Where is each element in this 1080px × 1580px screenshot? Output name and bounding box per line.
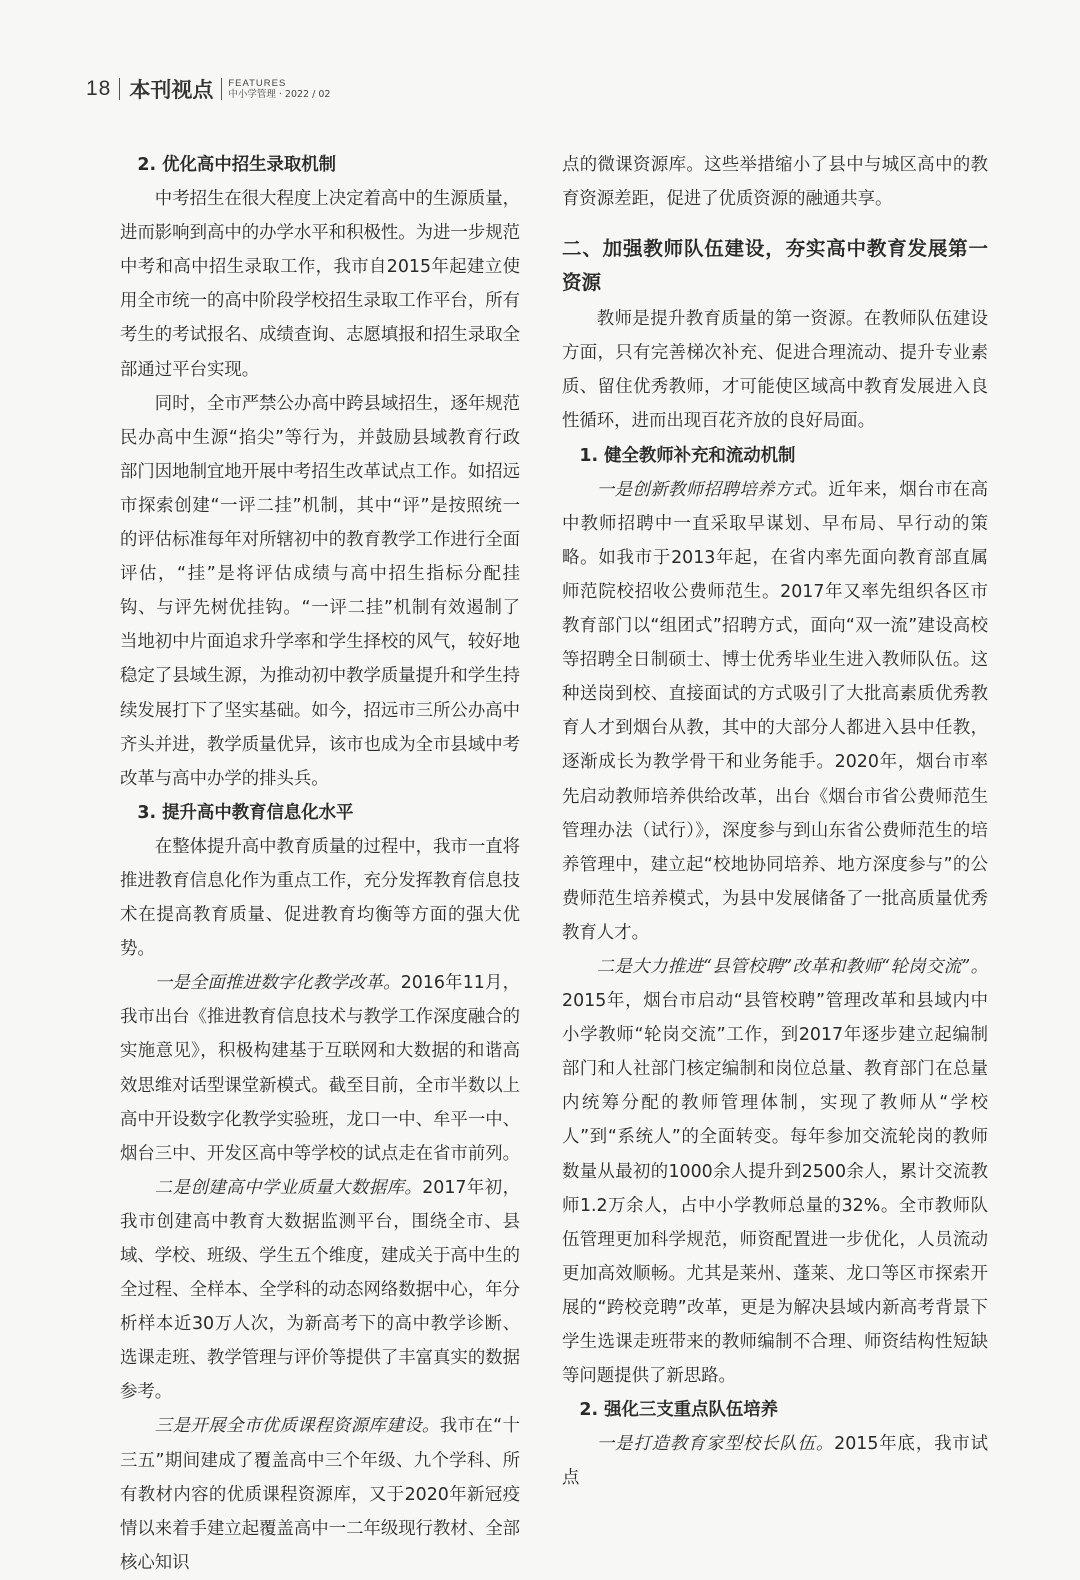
paragraph: 同时，全市严禁公办高中跨县域招生，逐年规范民办高中生源“掐尖”等行为，并鼓励县域教育行政部门因地制宜地开展中考招生改革试点工作。如招远市探索创建“一评二挂”机制，其中“评”是按照统一的评估标准每年对所辖初中的教育教学工作进行全面评估，“挂”是将评估成绩与高中招生指标分配挂钩、与评先树优挂钩。“一评二挂”机制有效遏制了当地初中片面追求升学率和学生择校的风气，较好地稳定了县域生源，为推动初中教学质量提升和学生持续发展打下了坚实基础。如今，招远市三所公办高中齐头并进，教学质量优异，该市也成为全市县域中考改革与高中办学的排头兵。: [120, 393, 521, 789]
paragraph-lead: 一是打造教育家型校长队伍。: [596, 1434, 835, 1455]
page-header: [86, 72, 330, 106]
section-heading: 二、加强教师队伍建设，夯实高中教育发展第一资源: [562, 237, 988, 295]
paragraph: 教师是提升教育质量的第一资源。在教师队伍建设方面，只有完善梯次补充、促进合理流动、提升专业素质、留住优秀教师，才可能使区域高中教育发展进入良性循环，进而出现百花齐放的良好局面。: [562, 309, 988, 432]
header-divider-2: [221, 78, 222, 100]
right-column: [562, 148, 988, 1495]
subsection-heading: 2. 优化高中招生录取机制: [137, 155, 337, 175]
left-column: [120, 148, 520, 1580]
paragraph-body: 近年来，烟台市在高中教师招聘中一直采取早谋划、早布局、早行动的策略。如我市于2013年起，在省内率先面向教育部直属师范院校招收公费师范生。2017年又率先组织各区市教育部门以“组团式”招聘方式，面向“双一流”建设高校等招聘全日制硕士、博士优秀毕业生进入教师队伍。这种送岗到校、直接面试的方式吸引了大批高素质优秀教育人才到烟台从教，其中的大部分人都进入县中任教，逐渐成长为教学骨干和业务能手。2020年，烟台市率先启动教师培养供给改革，出台《烟台市省公费师范生管理办法（试行）》，深度参与到山东省公费师范生的培养管理中，建立起“校地协同培养、地方深度参与”的公费师范生培养模式，为县中发展储备了一批高质量优秀教育人才。: [562, 479, 988, 943]
journal-issue: 中小学管理 · 2022 / 02: [228, 89, 331, 100]
paragraph: 在整体提升高中教育质量的过程中，我市一直将推进教育信息化作为重点工作，充分发挥教育信息技术在提高教育质量、促进教育均衡等方面的强大优势。: [120, 836, 521, 960]
paragraph-continued: 点的微课资源库。这些举措缩小了县中与城区高中的教育资源差距，促进了优质资源的融通共享。: [562, 155, 988, 210]
paragraph-body: 2015年，烟台市启动“县管校聘”管理改革和县域内中小学教师“轮岗交流”工作，到2017年逐步建立起编制部门和人社部门核定编制和岗位总量、教育部门在总量内统筹分配的教师管理体制，实现了教师从“学校人”到“系统人”的全面转变。每年参加交流轮岗的教师数量从最初的1000余人提升到2500余人，累计交流教师1.2万余人，占中小学教师总量的32%。全市教师队伍管理更加科学规范，师资配置进一步优化，人员流动更加高效顺畅。尤其是莱州、蓬莱、龙口等区市探索开展的“跨校竞聘”改革，更是为解决县域内新高考背景下学生选课走班带来的教师编制不合理、师资结构性短缺等问题提供了新思路。: [562, 991, 988, 1387]
section-title: 本刊视点: [129, 78, 214, 102]
header-divider: [119, 78, 120, 100]
journal-brand: [228, 78, 330, 100]
paragraph: [120, 1409, 520, 1579]
paragraph-body: 2016年11月，我市出台《推进教育信息技术与教学工作深度融合的实施意见》，积极构建基于互联网和大数据的和谐高效思维对话型课堂新模式。截至目前，全市半数以上高中开设数字化教学实验班，龙口一中、牟平一中、烟台三中、开发区高中等学校的试点走在省市前列。: [120, 973, 520, 1164]
paragraph-lead: 一是全面推进数字化教学改革。: [154, 973, 401, 994]
paragraph: [120, 1171, 520, 1410]
features-label: FEATURES: [228, 78, 287, 89]
paragraph: [120, 966, 520, 1171]
page-number: 18: [86, 77, 112, 100]
paragraph: [562, 1427, 988, 1495]
paragraph: [562, 473, 988, 950]
paragraph-lead: 二是大力推进“县管校聘”改革和教师“轮岗交流”。: [596, 956, 988, 977]
subsection-heading: 1. 健全教师补充和流动机制: [579, 445, 796, 466]
paragraph-body: 我市在“十三五”期间建成了覆盖高中三个年级、九个学科、所有教材内容的优质课程资源库，又于2020年新冠疫情以来着手建立起覆盖高中一二年级现行教材、全部核心知识: [120, 1416, 520, 1573]
paragraph-body: 2017年初，我市创建高中教育大数据监测平台，围绕全市、县域、学校、班级、学生五个维度，建成关于高中生的全过程、全样本、全学科的动态网络数据中心，年分析样本近30万人次，为新高考下的高中教学诊断、选课走班、教学管理与评价等提供了丰富真实的数据参考。: [120, 1177, 520, 1403]
paragraph-lead: 一是创新教师招聘培养方式。: [596, 479, 829, 500]
subsection-heading: 3. 提升高中教育信息化水平: [137, 802, 354, 823]
paragraph-lead: 二是创建高中学业质量大数据库。: [154, 1177, 423, 1198]
paragraph: 中考招生在很大程度上决定着高中的生源质量，进而影响到高中的办学水平和积极性。为进一步规范中考和高中招生录取工作，我市自2015年起建立使用全市统一的高中阶段学校招生录取工作平台，所有考生的考试报名、成绩查询、志愿填报和招生录取全部通过平台实现。: [120, 189, 521, 380]
paragraph-body: 2015年底，我市试点: [562, 1434, 988, 1489]
subsection-heading: 2. 强化三支重点队伍培养: [579, 1400, 779, 1421]
paragraph-lead: 三是开展全市优质课程资源库建设。: [154, 1416, 440, 1437]
paragraph: [562, 950, 988, 1393]
